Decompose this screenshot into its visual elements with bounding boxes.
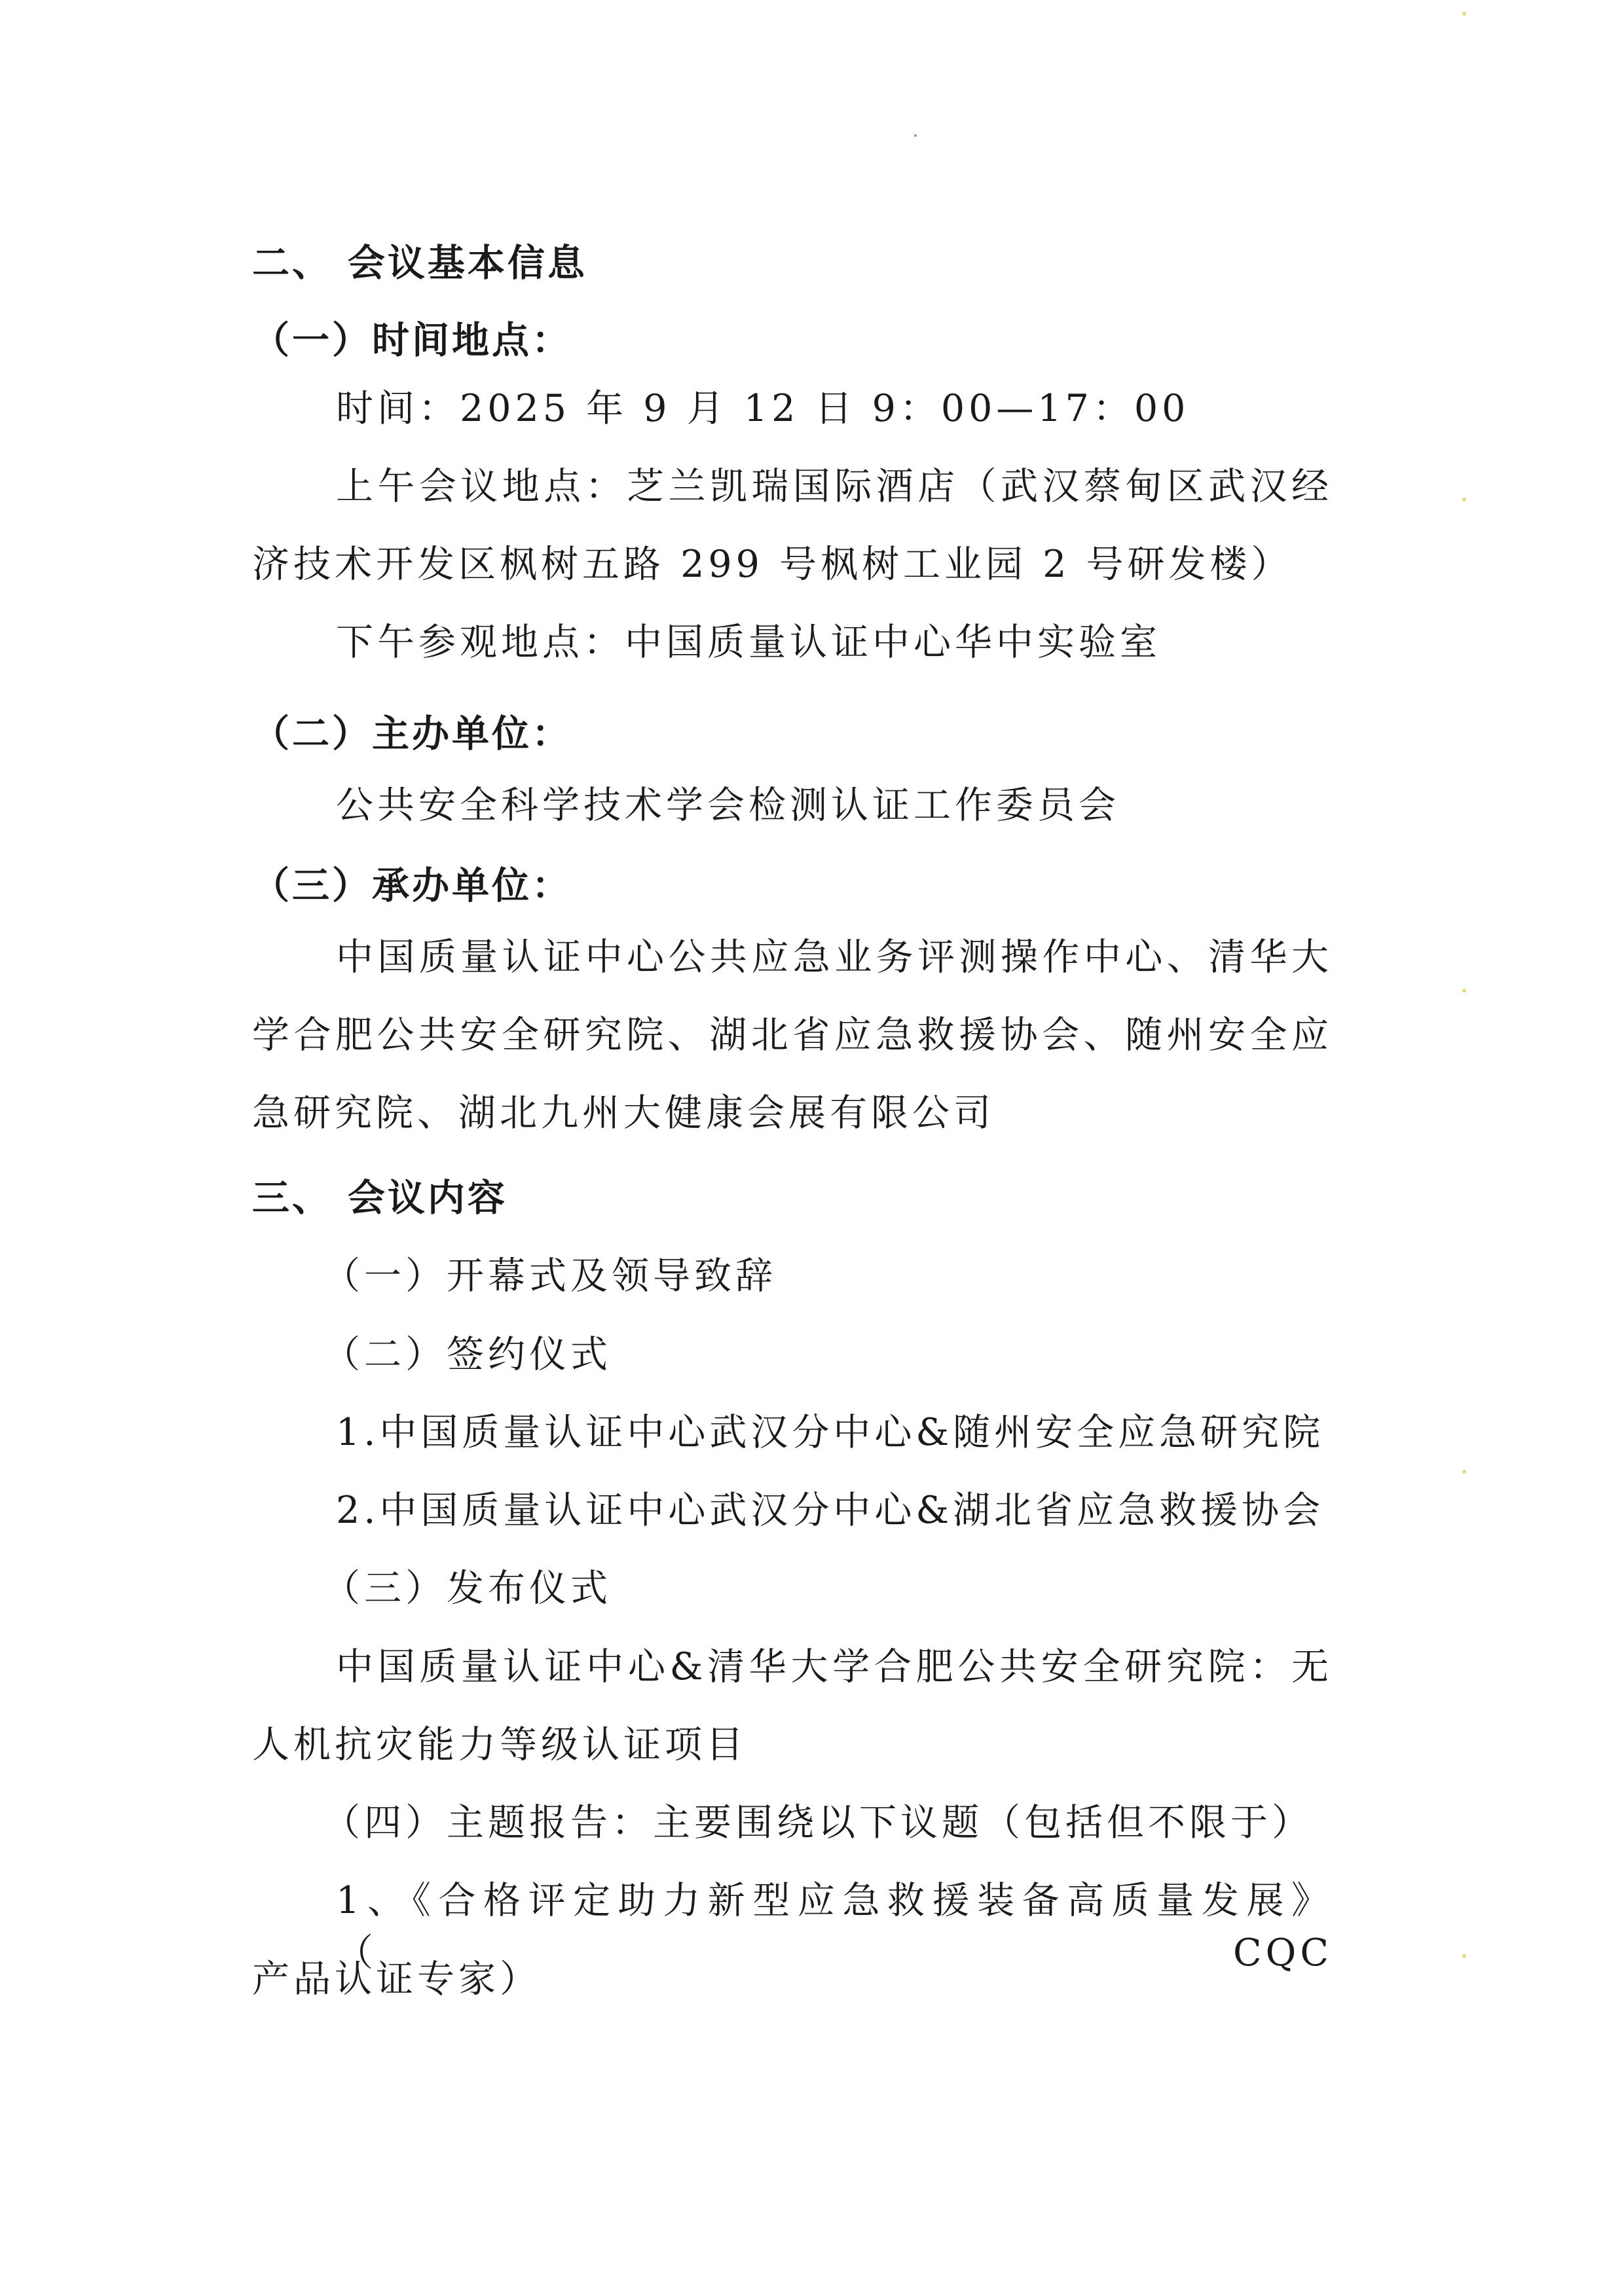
afternoon-venue: 下午参观地点：中国质量认证中心华中实验室 <box>336 621 1161 664</box>
scan-speck <box>1462 1954 1466 1958</box>
release-line-2: 人机抗灾能力等级认证项目 <box>252 1723 747 1766</box>
signing-item-2: 2.中国质量认证中心武汉分中心&湖北省应急救援协会 <box>336 1489 1325 1532</box>
scan-speck <box>1462 498 1466 501</box>
agenda-item-release: （三）发布仪式 <box>323 1567 612 1610</box>
morning-venue-line-1: 上午会议地点：芝兰凯瑞国际酒店（武汉蔡甸区武汉经 <box>336 465 1333 508</box>
section-3-heading: 三、 会议内容 <box>252 1176 507 1220</box>
section-2-heading: 二、 会议基本信息 <box>252 242 587 285</box>
agenda-item-signing: （二）签约仪式 <box>323 1333 612 1376</box>
signing-item-1: 1.中国质量认证中心武汉分中心&随州安全应急研究院 <box>336 1411 1325 1454</box>
release-line-1: 中国质量认证中心&清华大学合肥公共安全研究院：无 <box>336 1645 1333 1688</box>
report-item-1-line-1: 1、《合格评定助力新型应急救援装备高质量发展》（CQC <box>336 1879 1333 1975</box>
organizers-line-2: 学合肥公共安全研究院、湖北省应急救援协会、随州安全应 <box>252 1013 1333 1057</box>
agenda-item-report: （四）主题报告：主要围绕以下议题（包括但不限于） <box>323 1801 1313 1844</box>
agenda-item-opening: （一）开幕式及领导致辞 <box>323 1254 777 1298</box>
scan-speck <box>1462 1470 1466 1474</box>
organizers-line-1: 中国质量认证中心公共应急业务评测操作中心、清华大 <box>336 936 1333 979</box>
scan-speck <box>1462 989 1466 993</box>
morning-venue-line-2: 济技术开发区枫树五路 299 号枫树工业园 2 号研发楼） <box>252 543 1293 586</box>
meeting-time: 时间：2025 年 9 月 12 日 9：00—17：00 <box>336 387 1190 430</box>
report-item-1-line-2: 产品认证专家） <box>252 1958 541 2001</box>
scan-speck <box>914 134 917 137</box>
organizers-line-3: 急研究院、湖北九州大健康会展有限公司 <box>252 1091 995 1135</box>
scan-speck <box>1462 12 1466 16</box>
section-2-2-heading: （二）主办单位： <box>252 712 572 756</box>
section-2-1-heading: （一）时间地点： <box>252 319 572 362</box>
host-organization: 公共安全科学技术学会检测认证工作委员会 <box>336 784 1120 827</box>
section-2-3-heading: （三）承办单位： <box>252 864 572 907</box>
